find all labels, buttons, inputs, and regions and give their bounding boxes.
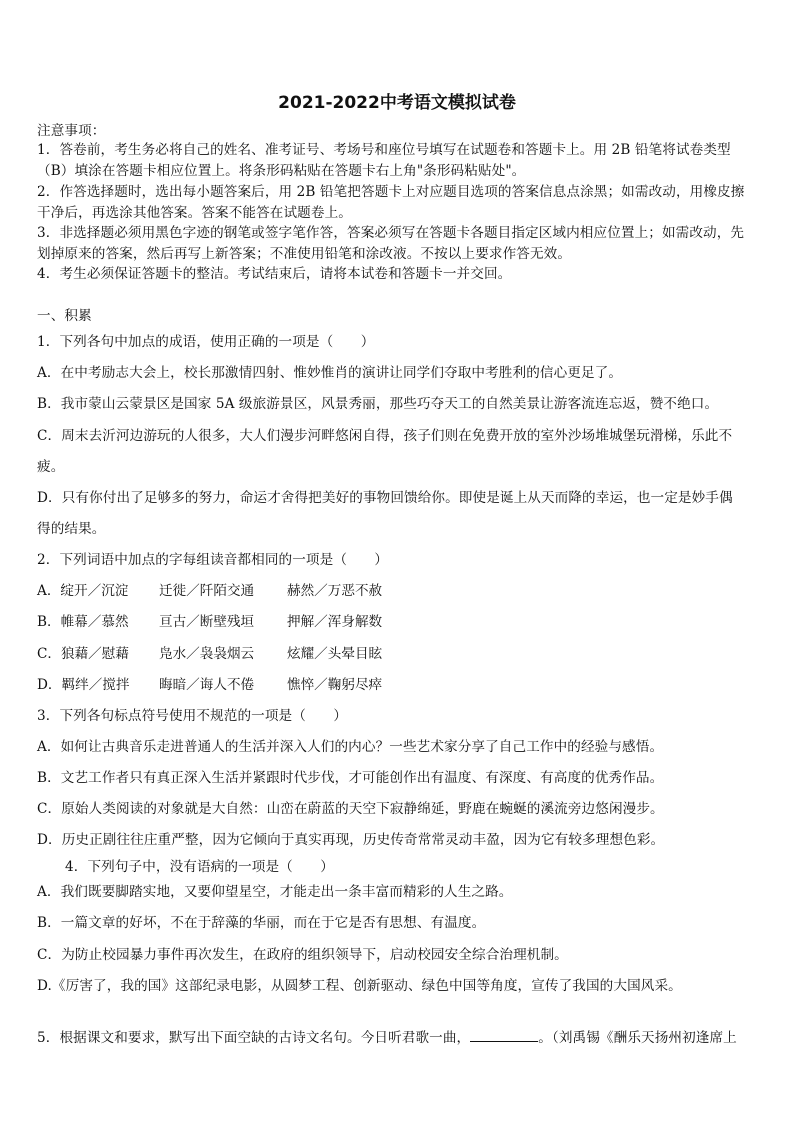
question-1-stem: 1．下列各句中加点的成语，使用正确的一项是（ ）: [37, 334, 375, 350]
notice-item-4: 4．考生必须保证答题卡的整洁。考试结束后，请将本试卷和答题卡一并交回。: [37, 266, 512, 282]
word-group: 炫耀／头晕目眩: [287, 646, 383, 662]
question-2-option-row: [37, 581, 382, 601]
question-4-option-c: C．为防止校园暴力事件再次发生，在政府的组织领导下，启动校园安全综合治理机制。: [37, 947, 568, 963]
question-4-option-a: A．我们既要脚踏实地，又要仰望星空，才能走出一条丰富而精彩的人生之路。: [37, 884, 513, 900]
question-1-option-b: B．我市蒙山云蒙景区是国家 5A 级旅游景区，风景秀丽，那些巧夺天工的自然美景让游客流连忘返，赞不绝口。: [37, 396, 719, 412]
notice-item-3-line-2: 划掉原来的答案，然后再写上新答案；不准使用铅笔和涂改液。不按以上要求作答无效。: [37, 246, 572, 262]
question-1-option-d: D．只有你付出了足够多的努力，命运才舍得把美好的事物回馈给你。即使是诞上从天而降的幸运，也一定是妙手偶: [37, 490, 733, 506]
question-4-option-d: D.《厉害了，我的国》这部纪录电影，从圆梦工程、创新驱动、绿色中国等角度，宣传了我国的大国风采。: [37, 978, 682, 994]
notice-item-2-line-1: 2．作答选择题时，选出每小题答案后，用 2B 铅笔把答题卡上对应题目选项的答案信息点涂黑；如需改动，用橡皮擦: [37, 184, 745, 200]
exam-title: 2021-2022中考语文模拟试卷: [278, 93, 516, 113]
question-4-option-b: B．一篇文章的好坏，不在于辞藻的华丽，而在于它是否有思想、有温度。: [37, 915, 486, 931]
question-3-option-b: B．文艺工作者只有真正深入生活并紧跟时代步伐，才可能创作出有温度、有深度、有高度的优秀作品。: [37, 770, 664, 786]
question-3-option-d: D．历史正剧往往庄重严整，因为它倾向于真实再现，历史传奇常常灵动丰盈，因为它有较多理想色彩。: [37, 832, 665, 848]
question-5-stem: [37, 1028, 759, 1048]
question-2-option-row: [37, 644, 382, 664]
notice-item-1-line-2: （B）填涂在答题卡相应位置上。将条形码粘贴在答题卡右上角"条形码粘贴处"。: [37, 163, 526, 179]
word-group: 憔悴／鞠躬尽瘁: [287, 677, 383, 693]
notice-heading: 注意事项：: [37, 123, 106, 139]
question-3-option-c: C．原始人类阅读的对象就是大自然：山峦在蔚蓝的天空下寂静绵延，野鹿在蜿蜒的溪流旁边悠闲漫步。: [37, 801, 664, 817]
question-1-option-c-cont: 疲。: [37, 459, 65, 475]
question-5-text: 5．根据课文和要求，默写出下面空缺的古诗文名句。今日听君歌一曲，: [37, 1030, 471, 1046]
question-1-option-a: A．在中考励志大会上，校长那激情四射、惟妙惟肖的演讲让同学们夺取中考胜利的信心更足了。: [37, 365, 623, 381]
question-2-option-row: [37, 612, 382, 632]
word-group: 亘古／断壁残垣: [159, 614, 255, 630]
word-group: 押解／浑身解数: [287, 614, 383, 630]
question-4-stem: 4．下列句子中，没有语病的一项是（ ）: [65, 859, 334, 875]
word-group: 凫水／袅袅烟云: [159, 646, 255, 662]
word-group: A．绽开／沉淀: [37, 583, 129, 599]
notice-item-3-line-1: 3．非选择题必须用黑色字迹的钢笔或签字笔作答，答案必须写在答题卡各题目指定区域内相应位置上；如需改动，先: [37, 225, 745, 241]
question-3-stem: 3．下列各句标点符号使用不规范的一项是（ ）: [37, 708, 348, 724]
section-heading: 一、积累: [37, 308, 92, 324]
word-group: D．羁绊／搅拌: [37, 677, 130, 693]
word-group: 赫然／万恶不赦: [287, 583, 383, 599]
notice-item-2-line-2: 干净后，再选涂其他答案。答案不能答在试题卷上。: [37, 205, 352, 221]
question-1-option-d-cont: 得的结果。: [37, 521, 106, 537]
answer-blank[interactable]: [470, 1029, 538, 1042]
question-3-option-a: A．如何让古典音乐走进普通人的生活并深入人们的内心？一些艺术家分享了自己工作中的经验与感悟。: [37, 739, 664, 755]
word-group: B．帷幕／慕然: [37, 614, 129, 630]
word-group: 晦暗／诲人不倦: [159, 677, 255, 693]
notice-item-1-line-1: 1．答卷前，考生务必将自己的姓名、准考证号、考场号和座位号填写在试题卷和答题卡上。用 2B 铅笔将试卷类型: [37, 142, 731, 158]
question-2-option-row: [37, 675, 382, 695]
word-group: C．狼藉／慰藉: [37, 646, 129, 662]
question-1-option-c: C．周末去沂河边游玩的人很多，大人们漫步河畔悠闲自得，孩子们则在免费开放的室外沙场堆城堡玩滑梯，乐此不: [37, 428, 733, 444]
word-group: 迁徙／阡陌交通: [159, 583, 255, 599]
question-5-text-cont: 。（刘禹锡《酬乐天扬州初逢席上: [538, 1030, 737, 1046]
question-2-stem: 2．下列词语中加点的字每组读音都相同的一项是（ ）: [37, 552, 389, 568]
